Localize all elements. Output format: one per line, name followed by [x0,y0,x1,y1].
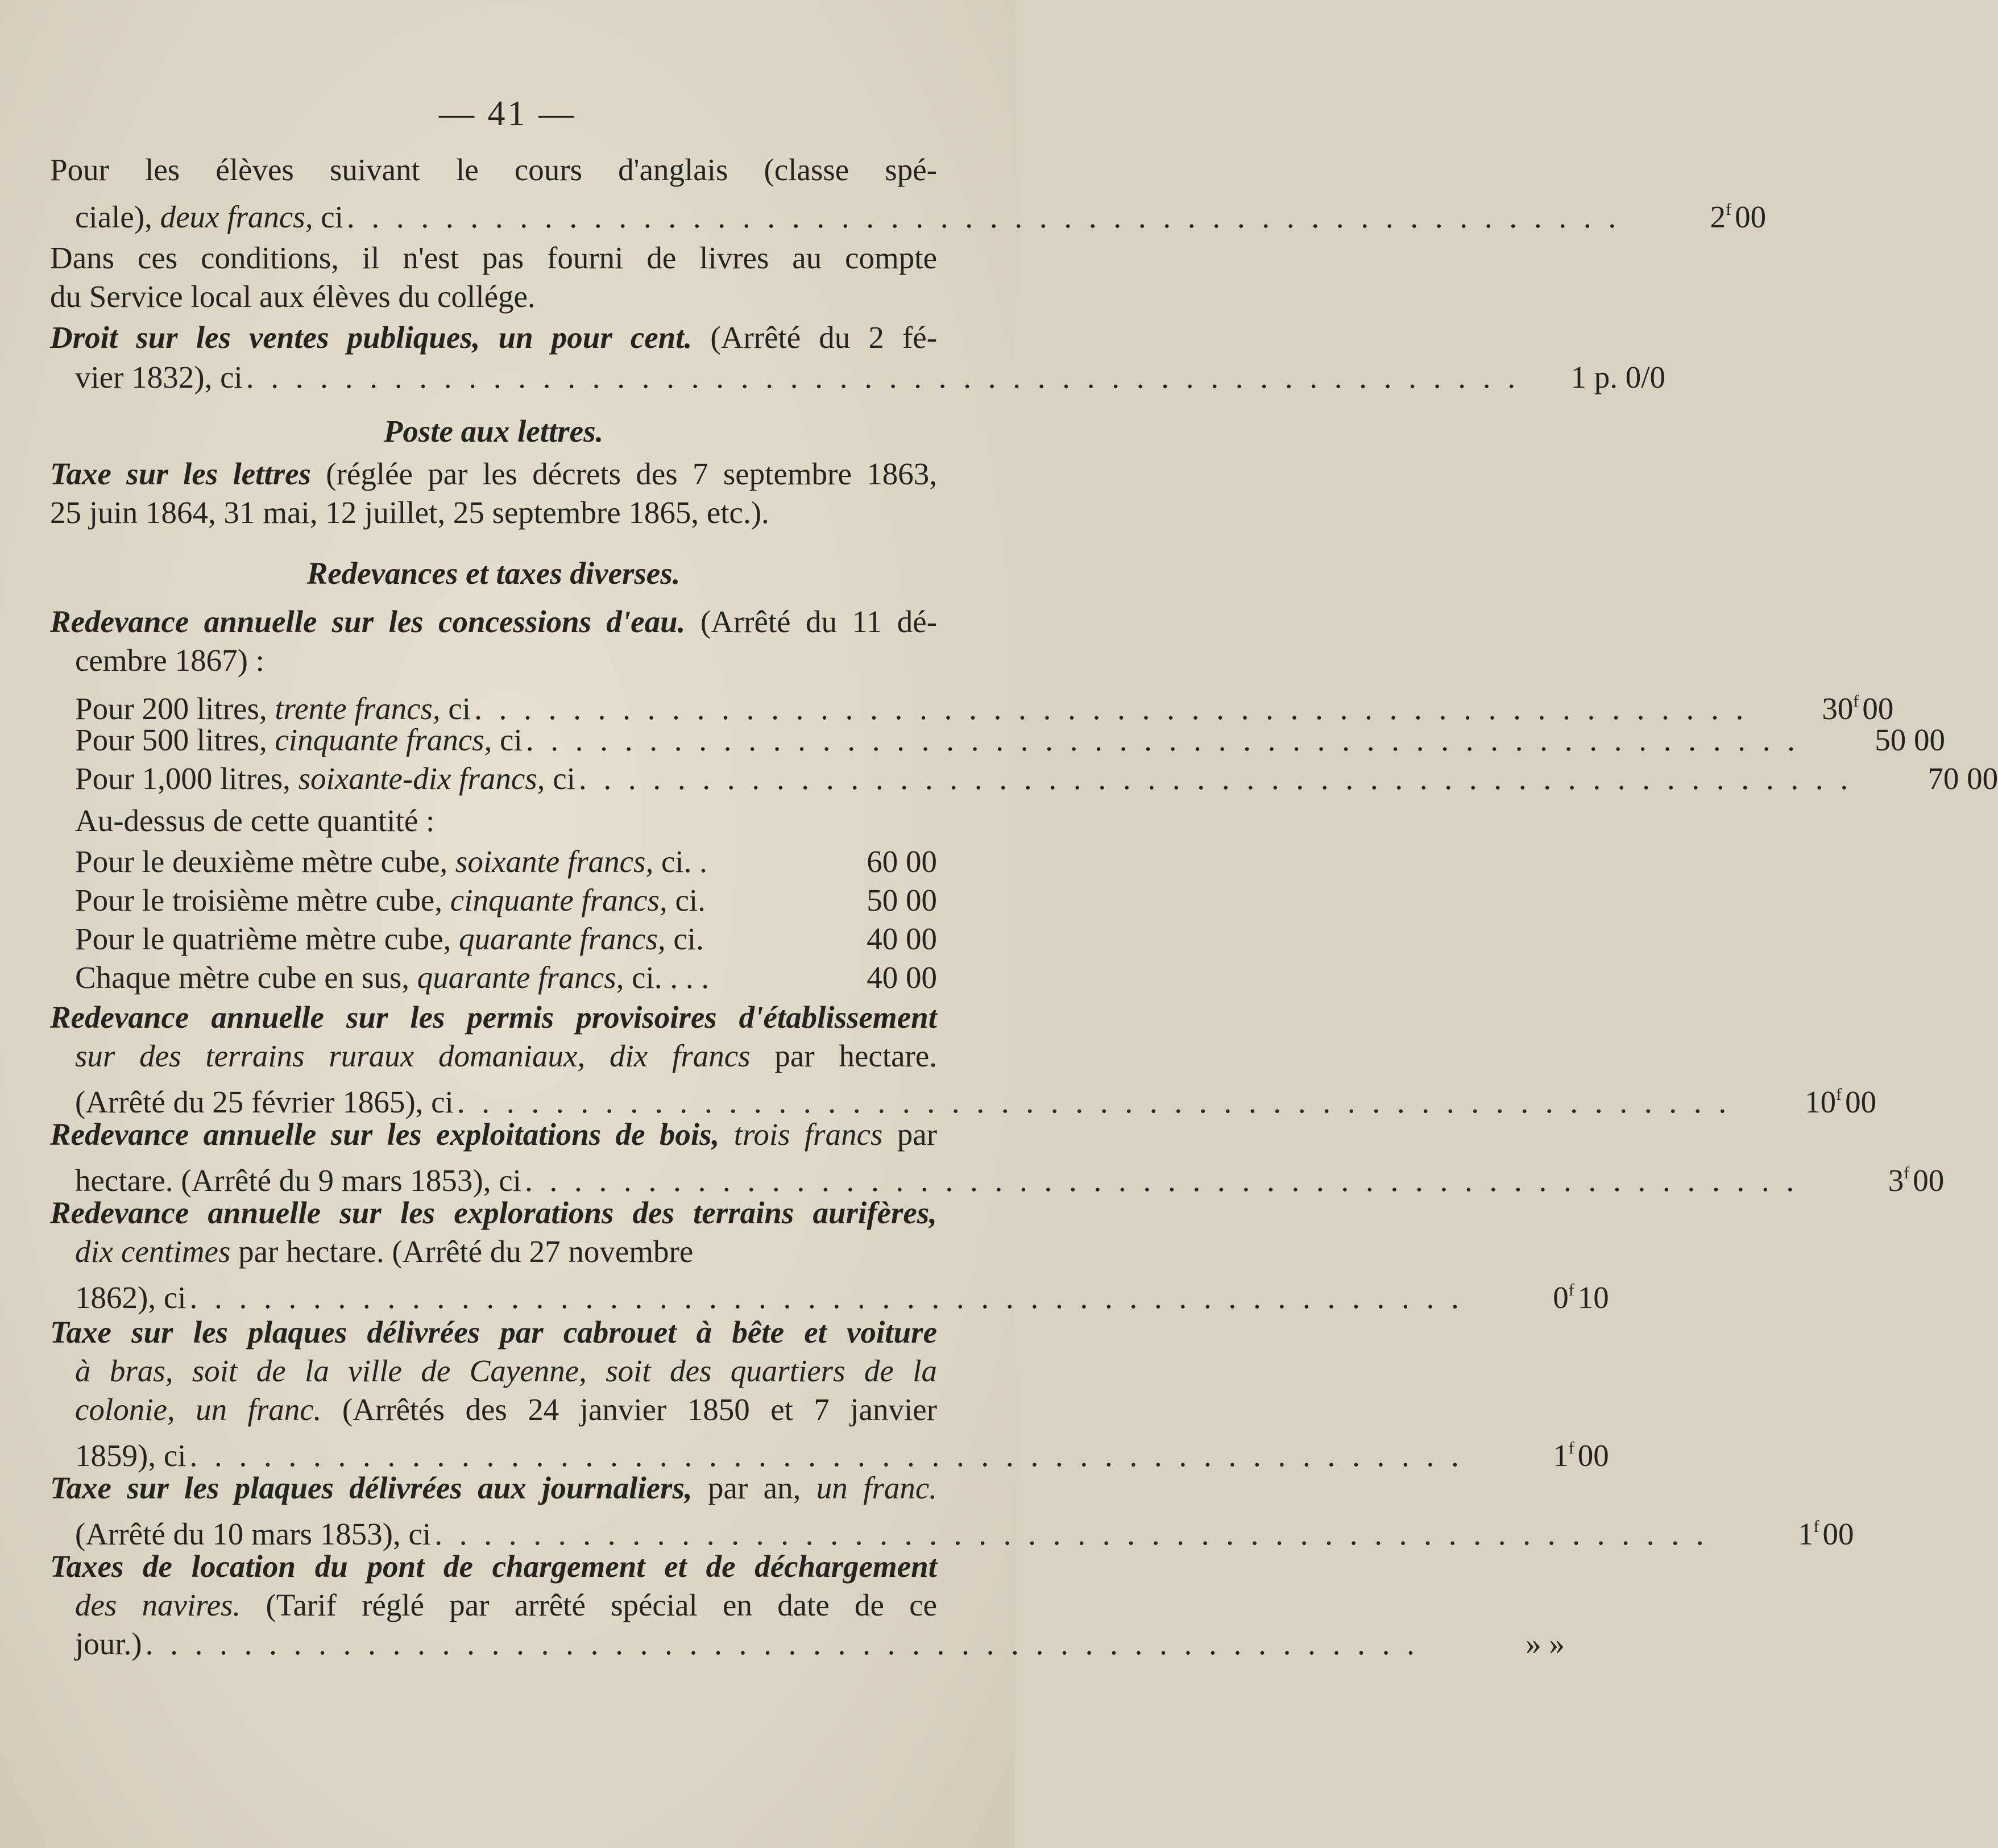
amount: 10$^f$ 00 [1805,1085,1877,1119]
water-item-200: Pour 200 litres, trente francs, ci . . . . . . . . . . . . . . . . . . . . . . . . . . . . . . . . . . . . . . . . . . . . . . . . . . . . 30$^f$ 00 [75,682,937,721]
amount: 50 00 [1875,722,1945,757]
amount: 1 p. 0/0 [1570,360,1666,394]
amount: » » [1526,1626,1565,1661]
leader-dots: . . . . . . . . . . . . . . . . . . . . . . . . . . . . . . . . . . . . . . . . . . . . . . . . . . . . [524,1163,1799,1198]
page-number: — 41 — [439,94,576,133]
amount: 2$^f$ 00 [1710,200,1767,234]
letter-tax-line-2: 25 juin 1864, 31 mai, 12 juillet, 25 septembre 1865, etc.). [50,495,769,530]
amount: 0$^f$ 10 [1553,1280,1609,1315]
cube-item-fourth: Pour le quatrième mètre cube, quarante francs, ci. 40 00 [75,920,937,958]
amount: 70 00 [1927,761,1998,796]
english-course-line-1: Pour les élèves suivant le cours d'anglais (classe spé- [50,152,937,187]
water-item-500: Pour 500 litres, cinquante francs, ci . . . . . . . . . . . . . . . . . . . . . . . . . . . . . . . . . . . . . . . . . . . . . . . . . . . . 50 00 [75,721,937,759]
section-heading-post: Poste aux lettres. [383,414,604,448]
amount: 40 00 [867,921,937,956]
leader-dots: . . . . . . . . . . . . . . . . . . . . . . . . . . . . . . . . . . . . . . . . . . . . . . . . . . . . [474,691,1748,726]
water-item-1000: Pour 1,000 litres, soixante-dix francs, ci . . . . . . . . . . . . . . . . . . . . . . . . . . . . . . . . . . . . . . . . . . . . . . . . . . . . 70 00 [75,759,937,798]
plate-tax-line-2: à bras, soit de la ville de Cayenne, soit des quartiers de la [75,1353,937,1388]
leader-dots: . . . . . . . . . . . . . . . . . . . . . . . . . . . . . . . . . . . . . . . . . . . . . . . . . . . . [145,1626,1419,1661]
gold-fee-line-2: dix centimes par hectare. (Arrêté du 27 novembre [75,1234,694,1269]
laborer-tax-line-2: (Arrêté du 10 mars 1853), ci . . . . . . . . . . . . . . . . . . . . . . . . . . . . . . . . . . . . . . . . . . . . . . . . . . . . 1$^f$ 00 [75,1508,937,1546]
leader-dots: . . . . . . . . . . . . . . . . . . . . . . . . . . . . . . . . . . . . . . . . . . . . . . . . . . . . [578,761,1853,796]
laborer-tax-line-1: Taxe sur les plaques délivrées aux journaliers, par an, un franc. [50,1471,938,1505]
wood-fee-line-2: hectare. (Arrêté du 9 mars 1853), ci . . . . . . . . . . . . . . . . . . . . . . . . . . . . . . . . . . . . . . . . . . . . . . . . . . . . 3$^f$ 00 [75,1154,937,1193]
amount: 40 00 [867,960,937,995]
cube-item-second: Pour le deuxième mètre cube, soixante francs, ci. . 60 00 [75,842,937,881]
amount: 1$^f$ 00 [1797,1517,1854,1551]
letter-tax-line-1: Taxe sur les lettres (réglée par les décrets des 7 septembre 1863, [50,456,937,491]
amount: 1$^f$ 00 [1553,1438,1609,1473]
water-fee-line-1: Redevance annuelle sur les concessions d'eau. (Arrêté du 11 dé- [50,604,937,639]
leader-dots: . . . . . . . . . . . . . . . . . . . . . . . . . . . . . . . . . . . . . . . . . . . . . . . . . . . . [434,1517,1709,1551]
plate-tax-line-3: colonie, un franc. (Arrêtés des 24 janvier 1850 et 7 janvier [75,1392,938,1427]
permit-fee-line-1: Redevance annuelle sur les permis provisoires d'établissement [50,1000,937,1035]
amount: 30$^f$ 00 [1822,691,1894,726]
cube-item-extra: Chaque mètre cube en sus, quarante francs, ci. . . . 40 00 [75,958,937,997]
gold-fee-line-1: Redevance annuelle sur les explorations des terrains aurifères, [50,1195,937,1230]
leader-dots: . . . . . . . . . . . . . . . . . . . . . . . . . . . . . . . . . . . . . . . . . . . . . . . . . . . . [246,360,1520,394]
conditions-line-1: Dans ces conditions, il n'est pas fourni de livres au compte [50,240,937,275]
amount: 50 00 [867,883,937,917]
plate-tax-line-1: Taxe sur les plaques délivrées par cabrouet à bête et voiture [50,1315,937,1349]
leader-dots: . . . . . . . . . . . . . . . . . . . . . . . . . . . . . . . . . . . . . . . . . . . . . . . . . . . . [189,1438,1464,1473]
leader-dots: . . . . . . . . . . . . . . . . . . . . . . . . . . . . . . . . . . . . . . . . . . . . . . . . . . . . [346,200,1621,234]
cube-item-third: Pour le troisième mètre cube, cinquante francs, ci. 50 00 [75,881,937,920]
public-sales-line-1: Droit sur les ventes publiques, un pour cent. (Arrêté du 2 fé- [50,320,938,355]
water-fee-line-2: cembre 1867) : [75,643,264,678]
leader-dots: . . . . . . . . . . . . . . . . . . . . . . . . . . . . . . . . . . . . . . . . . . . . . . . . . . . . [457,1085,1731,1119]
amount: 3$^f$ 00 [1888,1163,1945,1198]
permit-fee-line-3: (Arrêté du 25 février 1865), ci . . . . . . . . . . . . . . . . . . . . . . . . . . . . . . . . . . . . . . . . . . . . . . . . . . . . 10$^f$ 00 [75,1075,937,1114]
plate-tax-line-4: 1859), ci . . . . . . . . . . . . . . . . . . . . . . . . . . . . . . . . . . . . . . . . . . . . . . . . . . . . 1$^f$ 00 [75,1429,937,1468]
wood-fee-line-1: Redevance annuelle sur les exploitations de bois, trois francs par [50,1117,938,1152]
bridge-fee-line-3: jour.) . . . . . . . . . . . . . . . . . . . . . . . . . . . . . . . . . . . . . . . . . . . . . . . . . . . . » » [75,1625,937,1663]
english-course-line-2: ciale), deux francs, ci . . . . . . . . . . . . . . . . . . . . . . . . . . . . . . . . . . . . . . . . . . . . . . . . . . . . 2$^f$ 00 [75,190,937,229]
above-quantity-label: Au-dessus de cette quantité : [75,803,435,838]
permit-fee-line-2: sur des terrains ruraux domaniaux, dix francs par hectare. [75,1039,937,1073]
bridge-fee-line-1: Taxes de location du pont de chargement et de déchargement [50,1549,937,1584]
conditions-line-2: du Service local aux élèves du collége. [50,279,536,314]
bridge-fee-line-2: des navires. (Tarif réglé par arrêté spécial en date de ce [75,1588,938,1622]
amount: 60 00 [867,844,937,879]
public-sales-line-2: vier 1832), ci . . . . . . . . . . . . . . . . . . . . . . . . . . . . . . . . . . . . . . . . . . . . . . . . . . . . 1 p. 0/0 [75,358,937,397]
section-heading-fees: Redevances et taxes diverses. [306,556,681,591]
leader-dots: . . . . . . . . . . . . . . . . . . . . . . . . . . . . . . . . . . . . . . . . . . . . . . . . . . . . [189,1280,1464,1315]
gold-fee-line-3: 1862), ci . . . . . . . . . . . . . . . . . . . . . . . . . . . . . . . . . . . . . . . . . . . . . . . . . . . . 0$^f$ 10 [75,1271,937,1310]
leader-dots: . . . . . . . . . . . . . . . . . . . . . . . . . . . . . . . . . . . . . . . . . . . . . . . . . . . . [525,722,1800,757]
